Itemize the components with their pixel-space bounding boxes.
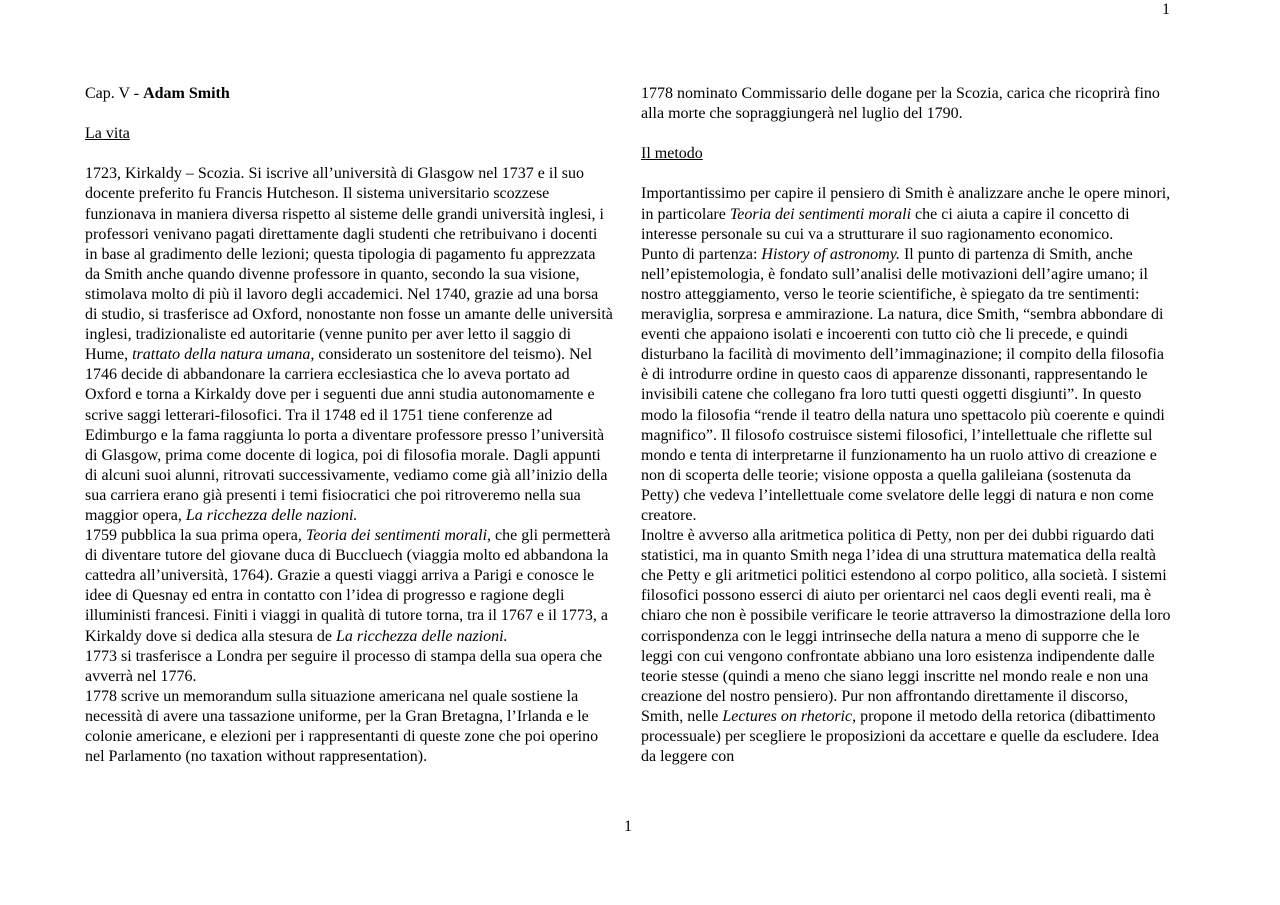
chapter-title (85, 84, 613, 104)
italic-title: Teoria dei sentimenti morali (305, 527, 488, 545)
text-run: 1723, Kirkaldy – Scozia. Si iscrive all’università di Glasgow nel 1737 e il suo docente preferito fu Francis Hutcheson. Il sistema universitario scozzese funzionava in maniera diversa rispetto al sisteme delle grandi università inglesi, i professori venivano pagati direttamente dagli studenti che retribuivano i docenti in base al gradimento delle lezioni; questa tipologia di pagamento fu apprezzata da Smith anche quando divenne professore in quanto, secondo la sua visione, stimolava molto di più il lavoro degli accademici. Nel 1740, grazie ad una borsa di studio, si trasferisce ad Oxford, nonostante non fosse un amante delle università inglesi, tradizionaliste ed autoritarie (venne punito per aver letto il saggio di Hume, (85, 165, 613, 364)
text-run: , che gli permetterà di diventare tutore del giovane duca di Buccluech (viaggia molto ed abbandona la cattedra all’università, 1764). Grazie a questi viaggi arriva a Parigi e conosce le idee di Quesnay ed entra in contatto con l’idea di progresso e ragione degli illuministi francesi. Finiti i viaggi in qualità di tutore torna, tra il 1767 e il 1773, a Kirkaldy dove si dedica alla stesura de (85, 527, 611, 645)
paragraph-aritmetica-politica (641, 526, 1171, 767)
text-run: Importantissimo per capire il pensiero di Smith è analizzare anche le opere minori, in particolare (641, 185, 1171, 223)
text-run: Punto di partenza: (641, 245, 762, 263)
page-number-bottom: 1 (624, 818, 632, 835)
paragraph-1759 (85, 526, 613, 647)
italic-title: trattato della natura umana, (132, 346, 315, 364)
text-run: Il punto di partenza di Smith, anche nell’epistemologia, è fondato sull’analisi delle motivazioni dell’agire umano; il nostro atteggiamento, verso le teorie scientifiche, è spiegato da tre sentimenti: meraviglia, sorpresa e ammirazione. La natura, dice Smith, “sembra abbondare di eventi che appaiono isolati e incoerenti con tutto ciò che li precede, e quindi disturbano la facilità di movimento dell’immaginazione; il compito della filosofia è di introdurre ordine in questo caos di apparenze dissonanti, rappresentando le invisibili catene che collegano fra loro tutti questi oggetti disgiunti”. In questo modo la filosofia “rende il teatro della natura uno spettacolo più coerente e quindi magnifico”. Il filosofo costruisce sistemi filosofici, l’intellettuale che riflette sul mondo e tenta di interpretarne il funzionamento ha un ruolo attivo di creazione e non di scoperta delle teorie; visione opposta a quella galileiana (sostenuta da Petty) che vedeva l’intellettuale come svelatore delle leggi di natura e non come creatore. (641, 245, 1165, 524)
text-run: , propone il metodo della retorica (dibattimento processuale) per scegliere le proposizioni da accettare e quelle da escludere. Idea da leggere con (641, 707, 1159, 766)
section-heading-metodo-text: Il metodo (641, 145, 703, 163)
text-run: che ci aiuta a capire il concetto di interesse personale su cui va a strutturare il suo ragionamento economico. (641, 205, 1130, 243)
italic-title: La ricchezza delle nazioni. (185, 506, 358, 524)
italic-title: La ricchezza delle nazioni. (336, 627, 508, 645)
paragraph-punto-di-partenza (641, 245, 1171, 526)
paragraph-1778-commissario: 1778 nominato Commissario delle dogane per la Scozia, carica che ricoprirà fino alla morte che sopraggiungerà nel luglio del 1790. (641, 85, 1160, 123)
text-run: Inoltre è avverso alla aritmetica politica di Petty, non per dei dubbi riguardo dati statistici, ma in quanto Smith nega l’idea di una struttura matematica della realtà che Petty e gli aritmetici politici estendono al corpo politico, alla società. I sistemi filosofici possono esserci di aiuto per orientarci nel caos degli eventi reali, ma è chiaro che non è possibile verificare le teorie attraverso la dimostrazione della loro corrispondenza con le leggi intrinseche della natura a meno di supporre che le leggi con cui vengono confrontate abbiano una loro esistenza indipendente dalle teorie stesse (quindi a meno che siano leggi inscritte nel mondo reale e non una creazione del nostro pensiero). Pur non affrontando direttamente il discorso, Smith, nelle (641, 527, 1171, 725)
paragraph-1773: 1773 si trasferisce a Londra per seguire il processo di stampa della sua opera che avverrà nel 1776. (85, 647, 603, 685)
page-number-top: 1 (1162, 1, 1170, 18)
text-run: considerato un sostenitore del teismo). Nel 1746 decide di abbandonare la carriera ecclesiastica che lo aveva portato ad Oxford e torna a Kirkaldy dove per i seguenti due anni studia autonomamente e scrive saggi letterari-filosofici. Tra il 1748 ed il 1751 tiene conferenze ad Edimburgo e la fama raggiunta lo porta a diventare professore presso l’università di Glasgow, prima come docente di logica, poi di filosofia morale. Dagli appunti di alcuni suoi alunni, ritrovati successivamente, vediamo come già all’inizio della sua carriera erano già presenti i temi fisiocratici che poi ritroveremo nella sua maggior opera, (85, 346, 608, 524)
paragraph-opere-minori (641, 184, 1171, 244)
italic-title: Teoria dei sentimenti morali (729, 205, 912, 223)
italic-title: History of astronomy. (761, 245, 900, 263)
italic-title: Lectures on rhetoric (722, 707, 853, 725)
section-heading-metodo (641, 144, 1171, 164)
chapter-name: Adam Smith (143, 85, 230, 102)
section-heading-vita-text: La vita (85, 125, 130, 143)
paragraph-1778-memorandum: 1778 scrive un memorandum sulla situazione americana nel quale sostiene la necessità di avere una tassazione uniforme, per la Gran Bretagna, l’Irlanda e le colonie americane, e elezioni per i rappresentanti di queste zone che poi operino nel Parlamento (no taxation without rappresentation). (85, 687, 599, 766)
paragraph-biography (85, 164, 613, 526)
section-heading-vita (85, 124, 613, 144)
text-run: 1759 pubblica la sua prima opera, (85, 527, 306, 545)
chapter-prefix: Cap. V - (85, 85, 144, 102)
right-column (641, 84, 1171, 767)
left-column (85, 84, 613, 767)
